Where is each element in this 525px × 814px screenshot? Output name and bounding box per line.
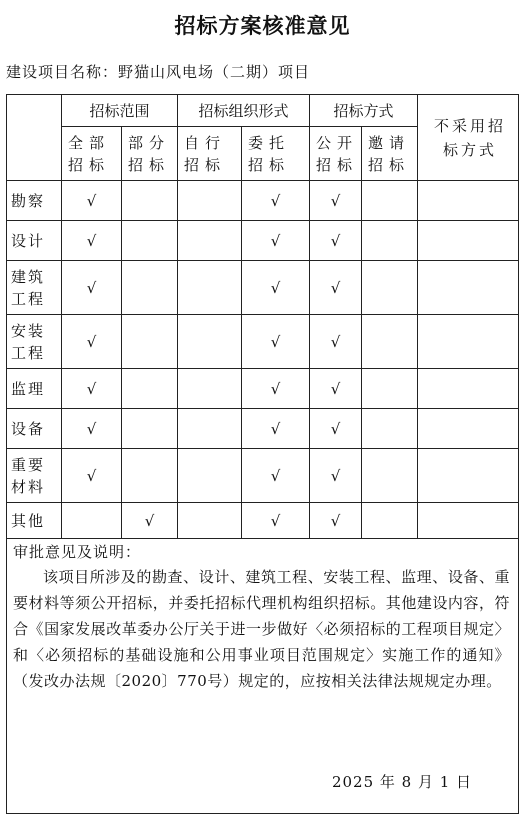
row-label: 设计 bbox=[7, 221, 62, 261]
project-name: 建设项目名称：野猫山风电场（二期）项目 bbox=[6, 63, 311, 81]
check-cell bbox=[418, 409, 519, 449]
header-scope-partial: 部分招标 bbox=[122, 127, 178, 181]
check-cell bbox=[122, 261, 178, 315]
check-cell bbox=[62, 503, 122, 539]
table-row bbox=[7, 449, 519, 503]
check-cell bbox=[178, 315, 242, 369]
check-mark: √ bbox=[62, 315, 122, 369]
check-mark: √ bbox=[62, 449, 122, 503]
document-title: 招标方案核准意见 bbox=[174, 14, 351, 38]
row-label: 建筑工程 bbox=[7, 261, 62, 315]
table-row bbox=[7, 181, 519, 221]
check-cell bbox=[362, 221, 418, 261]
table-row bbox=[7, 409, 519, 449]
check-mark: √ bbox=[310, 221, 362, 261]
table-row bbox=[7, 261, 519, 315]
header-row-1 bbox=[7, 95, 519, 127]
check-mark: √ bbox=[242, 261, 310, 315]
check-cell bbox=[362, 449, 418, 503]
corner-cell-lower bbox=[7, 127, 62, 181]
check-cell bbox=[178, 503, 242, 539]
header-method-open: 公开招标 bbox=[310, 127, 362, 181]
check-mark: √ bbox=[122, 503, 178, 539]
header-org-entrust: 委托招标 bbox=[242, 127, 310, 181]
check-mark: √ bbox=[310, 503, 362, 539]
check-cell bbox=[122, 181, 178, 221]
check-mark: √ bbox=[62, 221, 122, 261]
check-mark: √ bbox=[62, 261, 122, 315]
check-cell bbox=[122, 409, 178, 449]
check-cell bbox=[362, 181, 418, 221]
check-cell bbox=[122, 221, 178, 261]
check-cell bbox=[418, 503, 519, 539]
row-label: 勘察 bbox=[7, 181, 62, 221]
check-cell bbox=[178, 181, 242, 221]
check-cell bbox=[178, 369, 242, 409]
header-org-self: 自行招标 bbox=[178, 127, 242, 181]
check-cell bbox=[418, 181, 519, 221]
check-mark: √ bbox=[62, 181, 122, 221]
check-cell bbox=[362, 503, 418, 539]
header-scope-all: 全部招标 bbox=[62, 127, 122, 181]
check-mark: √ bbox=[310, 181, 362, 221]
check-mark: √ bbox=[310, 369, 362, 409]
check-cell bbox=[122, 369, 178, 409]
check-mark: √ bbox=[62, 369, 122, 409]
check-mark: √ bbox=[310, 449, 362, 503]
check-cell bbox=[122, 449, 178, 503]
row-label: 其他 bbox=[7, 503, 62, 539]
check-mark: √ bbox=[242, 221, 310, 261]
check-cell bbox=[178, 409, 242, 449]
row-label: 重要材料 bbox=[7, 449, 62, 503]
check-cell bbox=[362, 409, 418, 449]
check-cell bbox=[418, 315, 519, 369]
header-organization: 招标组织形式 bbox=[178, 95, 310, 127]
notes-row bbox=[7, 539, 519, 814]
check-mark: √ bbox=[242, 449, 310, 503]
check-mark: √ bbox=[242, 315, 310, 369]
table-row bbox=[7, 503, 519, 539]
check-mark: √ bbox=[242, 181, 310, 221]
approval-date: 2025 年 8 月 1 日 bbox=[331, 773, 473, 791]
corner-cell bbox=[7, 95, 62, 127]
table-row bbox=[7, 369, 519, 409]
check-mark: √ bbox=[242, 369, 310, 409]
check-cell bbox=[418, 221, 519, 261]
approval-notes bbox=[7, 539, 519, 814]
check-cell bbox=[362, 369, 418, 409]
check-cell bbox=[178, 449, 242, 503]
tender-plan-table bbox=[6, 94, 519, 814]
header-method-invite: 邀请招标 bbox=[362, 127, 418, 181]
notes-body: 该项目所涉及的勘查、设计、建筑工程、安装工程、监理、设备、重要材料等须公开招标，并委托招标代理机构组织招标。其他建设内容，符合《国家发展改革委办公厅关于进一步做好〈必须招标的工程项目规定〉和〈必须招标的基础设施和公用事业项目范围规定〉实施工作的通知》（发改办法规〔2020〕770号）规定的，应按相关法律法规规定办理。 bbox=[13, 568, 511, 690]
header-scope: 招标范围 bbox=[62, 95, 178, 127]
check-mark: √ bbox=[242, 409, 310, 449]
row-label: 监理 bbox=[7, 369, 62, 409]
header-no-tender: 不采用招标方式 bbox=[418, 95, 519, 181]
check-cell bbox=[362, 315, 418, 369]
header-method: 招标方式 bbox=[310, 95, 418, 127]
check-cell bbox=[418, 261, 519, 315]
check-cell bbox=[418, 369, 519, 409]
check-cell bbox=[178, 221, 242, 261]
table-row bbox=[7, 315, 519, 369]
check-mark: √ bbox=[310, 315, 362, 369]
check-mark: √ bbox=[310, 409, 362, 449]
notes-title: 审批意见及说明： bbox=[13, 543, 142, 561]
check-mark: √ bbox=[62, 409, 122, 449]
check-cell bbox=[362, 261, 418, 315]
check-cell bbox=[418, 449, 519, 503]
table-row bbox=[7, 221, 519, 261]
row-label: 设备 bbox=[7, 409, 62, 449]
row-label: 安装工程 bbox=[7, 315, 62, 369]
check-mark: √ bbox=[242, 503, 310, 539]
check-mark: √ bbox=[310, 261, 362, 315]
check-cell bbox=[178, 261, 242, 315]
check-cell bbox=[122, 315, 178, 369]
